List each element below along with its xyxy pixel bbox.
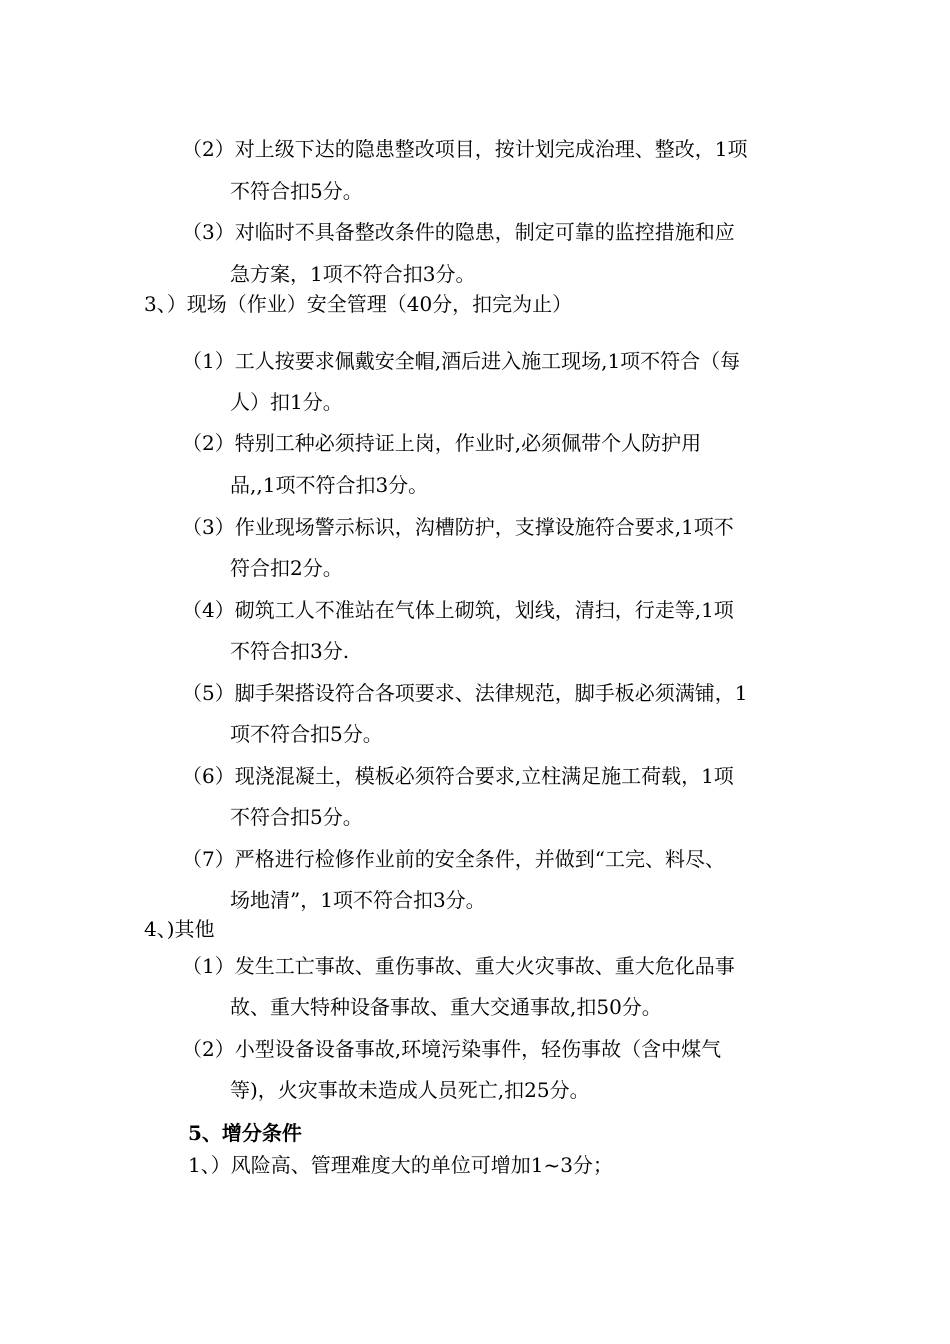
text-line: （6）现浇混凝土，模板必须符合要求,立柱满足施工荷载，1项	[182, 764, 734, 788]
text-line: （2）对上级下达的隐患整改项目，按计划完成治理、整改，1项	[182, 137, 748, 161]
text-line: 故、重大特种设备事故、重大交通事故,扣50分。	[230, 995, 662, 1019]
text-line: （5）脚手架搭设符合各项要求、法律规范，脚手板必须满铺，1	[182, 681, 748, 705]
text-line: （1）发生工亡事故、重伤事故、重大火灾事故、重大危化品事	[182, 954, 735, 978]
section-heading-bold: 5、增分条件	[188, 1121, 302, 1145]
text-line: 符合扣2分。	[230, 556, 343, 580]
section-heading: 4、)其他	[144, 917, 215, 941]
text-line: （1）工人按要求佩戴安全帽,酒后进入施工现场,1项不符合（每	[182, 349, 741, 373]
section-heading: 3、）现场（作业）安全管理（40分，扣完为止）	[144, 292, 573, 316]
text-line: 场地清”，1项不符合扣3分。	[230, 888, 486, 912]
text-line: （3）对临时不具备整改条件的隐患，制定可靠的监控措施和应	[182, 220, 735, 244]
text-line: 不符合扣5分。	[230, 179, 363, 203]
text-line: 1、）风险高、管理难度大的单位可增加1~3分；	[188, 1153, 613, 1177]
text-line: （7）严格进行检修作业前的安全条件，并做到“工完、料尽、	[182, 847, 725, 871]
text-line: 品,,1项不符合扣3分。	[230, 473, 429, 497]
text-line: 急方案，1项不符合扣3分。	[230, 262, 476, 286]
text-line: （3）作业现场警示标识，沟槽防护，支撑设施符合要求,1项不	[182, 515, 734, 539]
text-line: 人）扣1分。	[230, 390, 343, 414]
text-line: （4）砌筑工人不准站在气体上砌筑，划线，清扫，行走等,1项	[182, 598, 734, 622]
text-line: 不符合扣3分.	[230, 639, 350, 663]
text-line: （2）特别工种必须持证上岗，作业时,必须佩带个人防护用	[182, 431, 702, 455]
text-line: 项不符合扣5分。	[230, 722, 383, 746]
text-line: 等)，火灾事故未造成人员死亡,扣25分。	[230, 1078, 590, 1102]
text-line: （2）小型设备设备事故,环境污染事件，轻伤事故（含中煤气	[182, 1037, 722, 1061]
text-line: 不符合扣5分。	[230, 805, 363, 829]
